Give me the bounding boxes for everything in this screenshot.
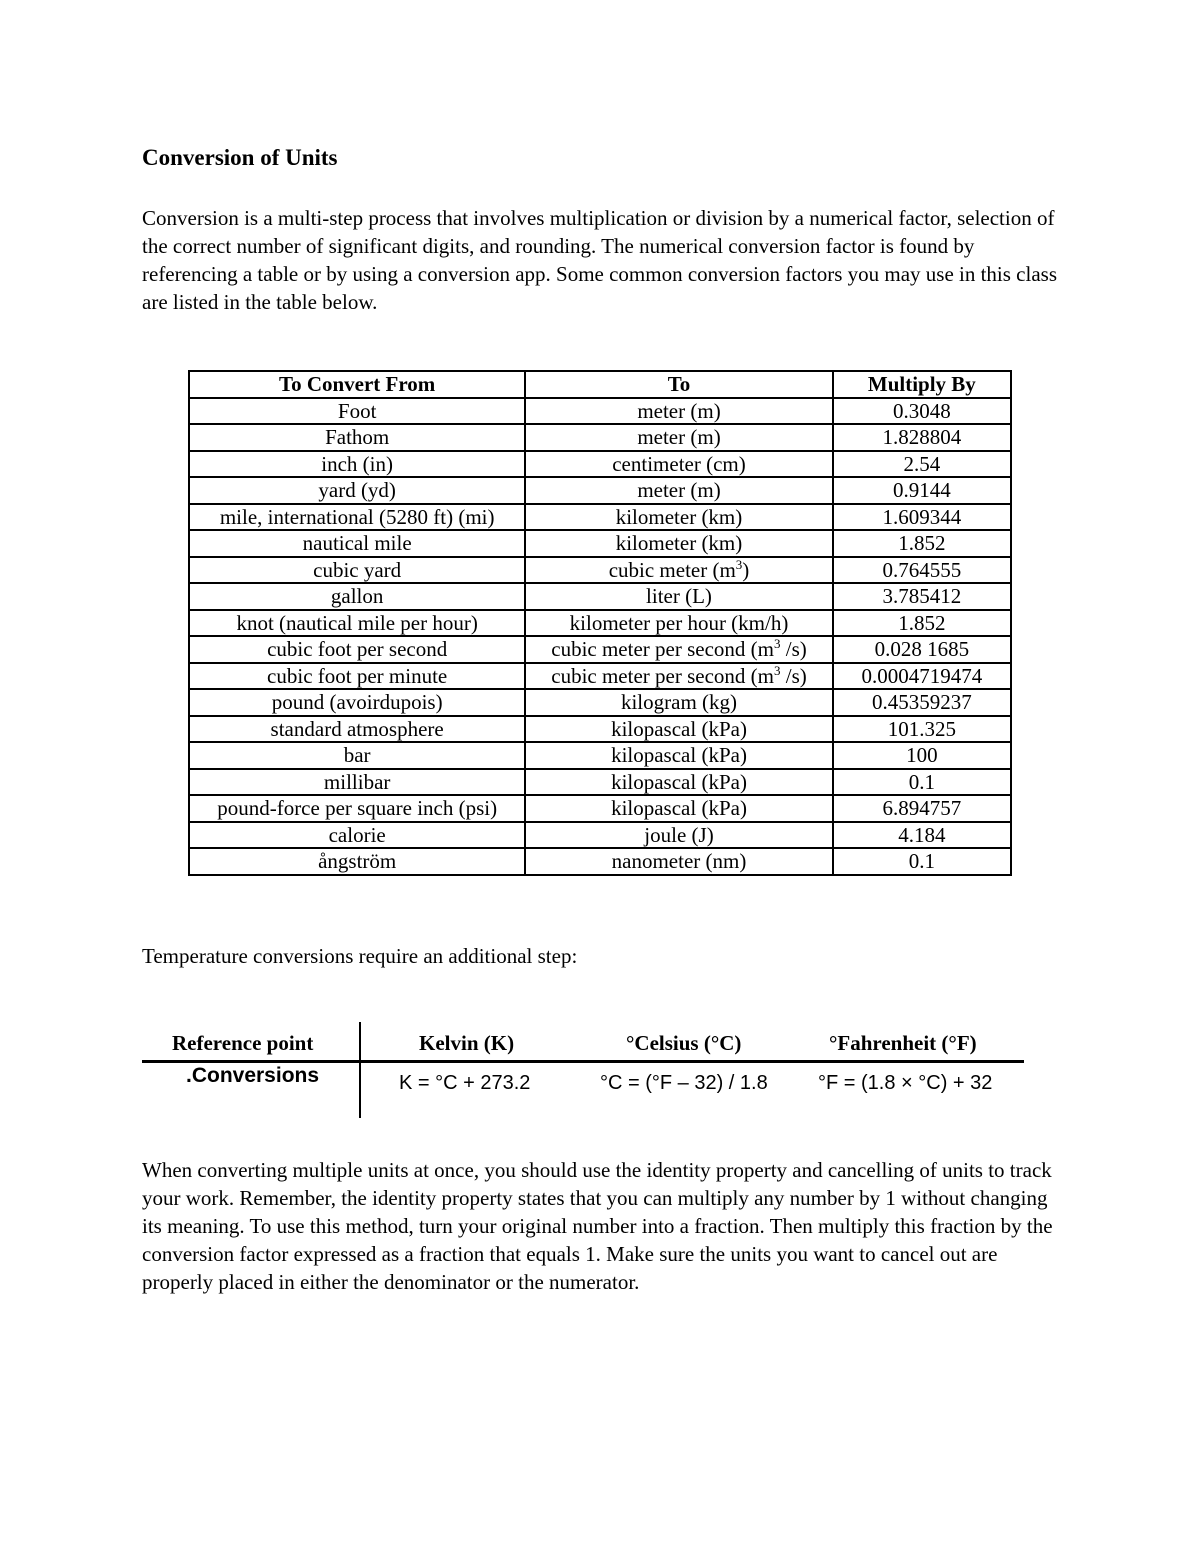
header-factor: Multiply By bbox=[833, 371, 1011, 398]
cell-to-text: cubic meter (m bbox=[608, 557, 736, 582]
cell-factor: 6.894757 bbox=[833, 795, 1011, 822]
cell-factor: 4.184 bbox=[833, 822, 1011, 849]
header-to: To bbox=[525, 371, 832, 398]
table-row bbox=[189, 636, 1011, 663]
cell-factor: 1.852 bbox=[833, 530, 1011, 557]
formula-fahrenheit: °F = (1.8 × °C) + 32 bbox=[818, 1072, 993, 1094]
cell-from: Fathom bbox=[189, 424, 525, 451]
table-row bbox=[189, 848, 1011, 875]
temperature-intro: Temperature conversions require an additional step: bbox=[142, 944, 578, 968]
conversion-table bbox=[188, 370, 1012, 876]
cell-factor: 3.785412 bbox=[833, 583, 1011, 610]
table-row bbox=[189, 822, 1011, 849]
cell-from: bar bbox=[189, 742, 525, 769]
cell-from: cubic foot per second bbox=[189, 636, 525, 663]
cell-to-suffix: /s) bbox=[780, 637, 807, 662]
cell-factor: 100 bbox=[833, 742, 1011, 769]
cell-factor: 1.852 bbox=[833, 610, 1011, 637]
header-reference-point: Reference point bbox=[172, 1031, 314, 1055]
cell-to bbox=[525, 663, 832, 690]
cell-from: millibar bbox=[189, 769, 525, 796]
cell-from: nautical mile bbox=[189, 530, 525, 557]
temperature-divider bbox=[359, 1022, 361, 1118]
header-fahrenheit: °Fahrenheit (°F) bbox=[829, 1031, 977, 1055]
cell-to: kilopascal (kPa) bbox=[525, 795, 832, 822]
cell-to bbox=[525, 557, 832, 584]
page-title: Conversion of Units bbox=[142, 145, 338, 170]
cell-to: kilopascal (kPa) bbox=[525, 769, 832, 796]
cell-from: cubic yard bbox=[189, 557, 525, 584]
cell-to: meter (m) bbox=[525, 398, 832, 425]
conversion-table-header-row bbox=[189, 371, 1011, 398]
cell-factor: 0.1 bbox=[833, 769, 1011, 796]
formula-celsius: °C = (°F – 32) / 1.8 bbox=[600, 1072, 768, 1094]
conversion-table-body bbox=[189, 398, 1011, 875]
cell-to: nanometer (nm) bbox=[525, 848, 832, 875]
row-label-conversions: .Conversions bbox=[186, 1064, 320, 1087]
cell-to-suffix: /s) bbox=[780, 663, 807, 688]
cell-to-exponent: 3 bbox=[735, 556, 743, 572]
cell-to-text: cubic meter per second (m bbox=[551, 663, 774, 688]
cell-from: gallon bbox=[189, 583, 525, 610]
table-row bbox=[189, 504, 1011, 531]
cell-factor: 101.325 bbox=[833, 716, 1011, 743]
table-row bbox=[189, 398, 1011, 425]
header-celsius: °Celsius (°C) bbox=[626, 1031, 742, 1055]
cell-from: ångström bbox=[189, 848, 525, 875]
cell-to bbox=[525, 636, 832, 663]
table-row bbox=[189, 689, 1011, 716]
cell-to: meter (m) bbox=[525, 424, 832, 451]
intro-paragraph: Conversion is a multi-step process that involves multiplication or division by a numerical factor, selection of the correct number of significant digits, and rounding. The numerical conversion factor is found by referencing a table or by using a conversion app. Some common conversion factors you may use in this class are listed in the table below. bbox=[142, 206, 1058, 314]
cell-factor: 2.54 bbox=[833, 451, 1011, 478]
cell-from: calorie bbox=[189, 822, 525, 849]
cell-from: pound-force per square inch (psi) bbox=[189, 795, 525, 822]
cell-from: cubic foot per minute bbox=[189, 663, 525, 690]
cell-factor: 0.1 bbox=[833, 848, 1011, 875]
cell-to: meter (m) bbox=[525, 477, 832, 504]
table-row bbox=[189, 451, 1011, 478]
cell-from: pound (avoirdupois) bbox=[189, 689, 525, 716]
cell-factor: 0.9144 bbox=[833, 477, 1011, 504]
cell-factor: 0.45359237 bbox=[833, 689, 1011, 716]
table-row bbox=[189, 557, 1011, 584]
table-row bbox=[189, 795, 1011, 822]
cell-to-suffix: ) bbox=[742, 557, 750, 582]
cell-to: joule (J) bbox=[525, 822, 832, 849]
cell-to-text: cubic meter per second (m bbox=[551, 637, 774, 662]
cell-from: Foot bbox=[189, 398, 525, 425]
table-row bbox=[189, 663, 1011, 690]
formula-kelvin: K = °C + 273.2 bbox=[399, 1072, 531, 1094]
cell-from: standard atmosphere bbox=[189, 716, 525, 743]
cell-from: knot (nautical mile per hour) bbox=[189, 610, 525, 637]
table-row bbox=[189, 769, 1011, 796]
cell-to: kilometer per hour (km/h) bbox=[525, 610, 832, 637]
cell-to-exponent: 3 bbox=[774, 636, 781, 652]
cell-factor: 1.609344 bbox=[833, 504, 1011, 531]
cell-to: centimeter (cm) bbox=[525, 451, 832, 478]
table-row bbox=[189, 742, 1011, 769]
table-row bbox=[189, 477, 1011, 504]
temperature-table bbox=[142, 1022, 1024, 1118]
cell-to: kilometer (km) bbox=[525, 504, 832, 531]
cell-to: kilometer (km) bbox=[525, 530, 832, 557]
table-row bbox=[189, 610, 1011, 637]
cell-from: yard (yd) bbox=[189, 477, 525, 504]
cell-to: kilogram (kg) bbox=[525, 689, 832, 716]
cell-from: mile, international (5280 ft) (mi) bbox=[189, 504, 525, 531]
cell-to: kilopascal (kPa) bbox=[525, 742, 832, 769]
header-kelvin: Kelvin (K) bbox=[419, 1031, 515, 1055]
cell-to: liter (L) bbox=[525, 583, 832, 610]
cell-from: inch (in) bbox=[189, 451, 525, 478]
cell-factor: 0.028 1685 bbox=[833, 636, 1011, 663]
cell-factor: 0.764555 bbox=[833, 557, 1011, 584]
header-from: To Convert From bbox=[189, 371, 525, 398]
cell-to: kilopascal (kPa) bbox=[525, 716, 832, 743]
cell-factor: 1.828804 bbox=[833, 424, 1011, 451]
table-row bbox=[189, 530, 1011, 557]
table-row bbox=[189, 583, 1011, 610]
table-row bbox=[189, 716, 1011, 743]
cell-factor: 0.3048 bbox=[833, 398, 1011, 425]
cell-factor: 0.0004719474 bbox=[833, 663, 1011, 690]
table-row bbox=[189, 424, 1011, 451]
closing-paragraph: When converting multiple units at once, you should use the identity property and cancelling of units to track your work. Remember, the identity property states that you can multiply any number by 1 without changing its meaning. To use this method, turn your original number into a fraction. Then multiply this fraction by the conversion factor expressed as a fraction that equals 1. Make sure the units you want to cancel out are properly placed in either the denominator or the numerator. bbox=[142, 1158, 1053, 1294]
cell-to-exponent: 3 bbox=[774, 662, 781, 678]
